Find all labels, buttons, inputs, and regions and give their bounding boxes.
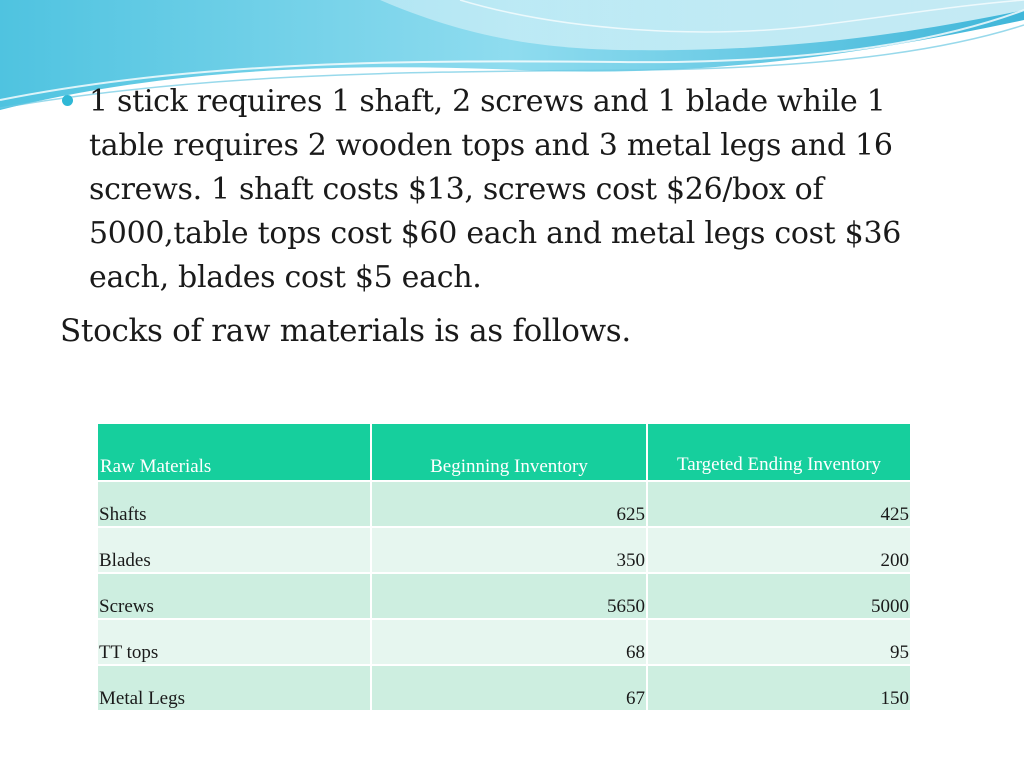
material-cell: TT tops xyxy=(98,620,370,664)
table-row xyxy=(98,620,910,664)
table-row xyxy=(98,666,910,710)
beginning-cell: 350 xyxy=(372,528,646,572)
beginning-cell: 625 xyxy=(372,482,646,526)
ending-cell: 5000 xyxy=(648,574,910,618)
material-cell: Blades xyxy=(98,528,370,572)
bullet-text: 1 stick requires 1 shaft, 2 screws and 1 blade while 1 table requires 2 wooden tops and 3 metal legs and 16 screws. 1 shaft costs $13, screws cost $26/box of 5000,table tops cost $60 each and metal legs cost $36 each, blades cost $5 each. xyxy=(89,84,902,295)
beginning-cell: 68 xyxy=(372,620,646,664)
ending-cell: 425 xyxy=(648,482,910,526)
material-cell: Screws xyxy=(98,574,370,618)
bullet-dot-icon xyxy=(62,95,73,106)
ending-cell: 95 xyxy=(648,620,910,664)
ending-cell: 200 xyxy=(648,528,910,572)
header-targeted-ending-inventory: Targeted Ending Inventory xyxy=(648,424,910,480)
table-row xyxy=(98,482,910,526)
beginning-cell: 67 xyxy=(372,666,646,710)
bullet-item xyxy=(62,80,942,300)
material-cell: Metal Legs xyxy=(98,666,370,710)
ending-cell: 150 xyxy=(648,666,910,710)
table-row xyxy=(98,528,910,572)
header-raw-materials: Raw Materials xyxy=(98,424,370,480)
table-header-row xyxy=(98,424,910,480)
raw-materials-table xyxy=(96,422,912,712)
material-cell: Shafts xyxy=(98,482,370,526)
header-beginning-inventory: Beginning Inventory xyxy=(372,424,646,480)
table-row xyxy=(98,574,910,618)
stocks-caption: Stocks of raw materials is as follows. xyxy=(60,313,631,349)
beginning-cell: 5650 xyxy=(372,574,646,618)
